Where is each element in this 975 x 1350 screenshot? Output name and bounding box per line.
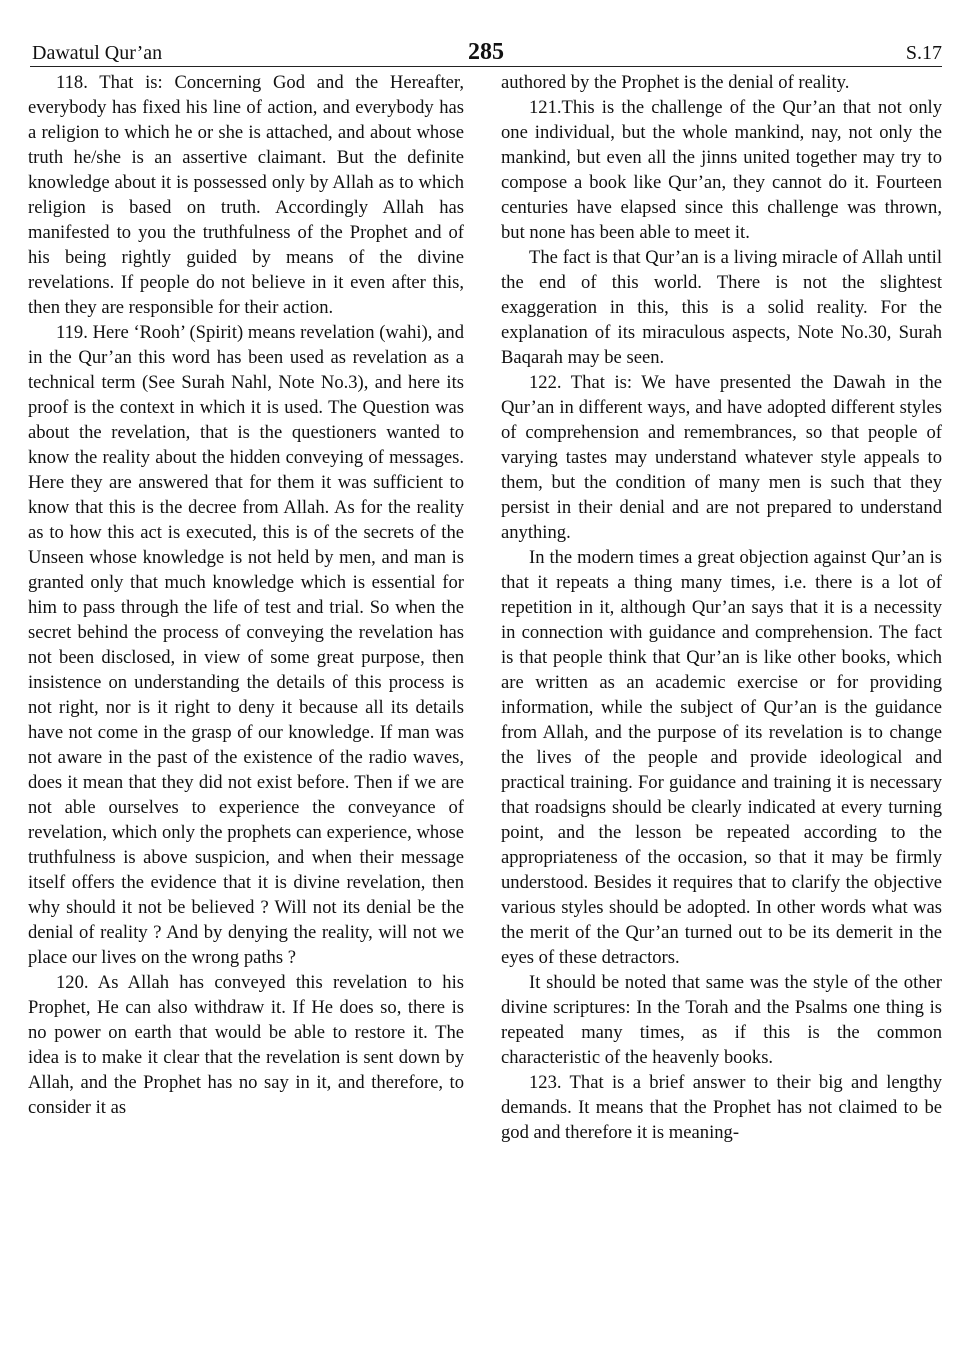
note-118: 118. That is: Concerning God and the Hereafter, everybody has fixed his line of action, and everybody has a religion to which he or she is attached, and about whose truth he/she is an assertive claimant. But the definite knowledge about it is possessed only by Allah as to which religion is based on truth. Accordingly Allah has manifested to you the truthfulness of the Prophet and of his being rightly guided by means of the divine revelations. If people do not believe in it even after this, then they are responsible for their action.: [28, 72, 464, 318]
running-header: [30, 38, 942, 67]
note-123: 123. That is a brief answer to their big and lengthy demands. It means that the Prophet has not claimed to be god and therefore it is meaning-: [501, 1072, 942, 1143]
note-120: 120. As Allah has conveyed this revelation to his Prophet, He can also withdraw it. If He does so, there is no power on earth that would be able to restore it. The idea is to make it clear that the revelation is sent down by Allah, and the Prophet has no say in it, and therefore, to consider it as: [28, 972, 464, 1118]
right-column: [501, 70, 942, 1145]
note-122: 122. That is: We have presented the Dawah in the Qur’an in different ways, and have adopted different styles of comprehension and remembrances, so that people of varying tastes may understand whatever style appeals to them, but the condition of many men is such that they persist in their denial and are not prepared to understand anything.: [501, 372, 942, 543]
page-number: 285: [468, 39, 504, 65]
surah-reference: S.17: [905, 42, 942, 64]
note-121: 121.This is the challenge of the Qur’an that not only one individual, but the whole mankind, nay, not only the mankind, but even all the jinns united together may try to compose a book like Qur’an, they cannot do it. Fourteen centuries have elapsed since this challenge was thrown, but none has been able to meet it.: [501, 97, 942, 243]
book-title: Dawatul Qur’an: [32, 42, 163, 64]
note-122-paragraph-2: In the modern times a great objection against Qur’an is that it repeats a thing many times, i.e. there is a lot of repetition in it, although Qur’an says that it is a necessity in connection with guidance and comprehension. The fact is that people think that Qur’an is like other books, which are written as an academic exercise or for providing information, while the subject of Qur’an is the guidance from Allah, and the purpose of its revelation is to change the lives of the people and provide ideological and practical training. For guidance and training it is necessary that roadsigns should be clearly indicated at every turning point, and the lesson be repeated according to the appropriateness of the occasion, so that it may be firmly understood. Besides it requires that to clarify the objective various styles should be adopted. In other words what was the merit of the Qur’an turned out to be its demerit in the eyes of these detractors.: [501, 547, 942, 968]
note-119: 119. Here ‘Rooh’ (Spirit) means revelation (wahi), and in the Qur’an this word has been used as revelation as a technical term (See Surah Nahl, Note No.3), and here its proof is the context in which it is used. The Question was about the revelation, that is the questioners wanted to know the reality about the hidden conveying of messages. Here they are answered that for them it was sufficient to know that this is the decree from Allah. As for the reality as to how this act is executed, this is of the secrets of the Unseen whose knowledge is not held by men, and man is granted only that much knowledge which is essential for him to pass through the life of test and trial. So when the secret behind the process of conveying the revelation has not been disclosed, in view of some great purpose, then insistence on understanding the details of this process is not right, nor is it right to deny it because all its details have not come in the grasp of our knowledge. If man was not aware in the past of the existence of the radio waves, does it mean that they did not exist before. Then if we are not able ourselves to experience the conveyance of revelation, which only the prophets can experience, whose truthfulness is above suspicion, and when their message itself offers the evidence that it is divine revelation, then why should it not be believed ? Will not its denial be the denial of reality ? And by denying the reality, will not we place our lives on the wrong paths ?: [28, 322, 464, 968]
note-120-continuation: authored by the Prophet is the denial of reality.: [501, 72, 850, 93]
left-column: [28, 70, 464, 1120]
note-121-paragraph-2: The fact is that Qur’an is a living miracle of Allah until the end of this world. There is not the slightest exaggeration in this, this is a solid reality. For the explanation of its miraculous aspects, Note No.30, Surah Baqarah may be seen.: [501, 247, 942, 368]
note-122-paragraph-3: It should be noted that same was the style of the other divine scriptures: In the Torah and the Psalms one thing is repeated many times, as if this is the common characteristic of the heavenly books.: [501, 972, 942, 1068]
